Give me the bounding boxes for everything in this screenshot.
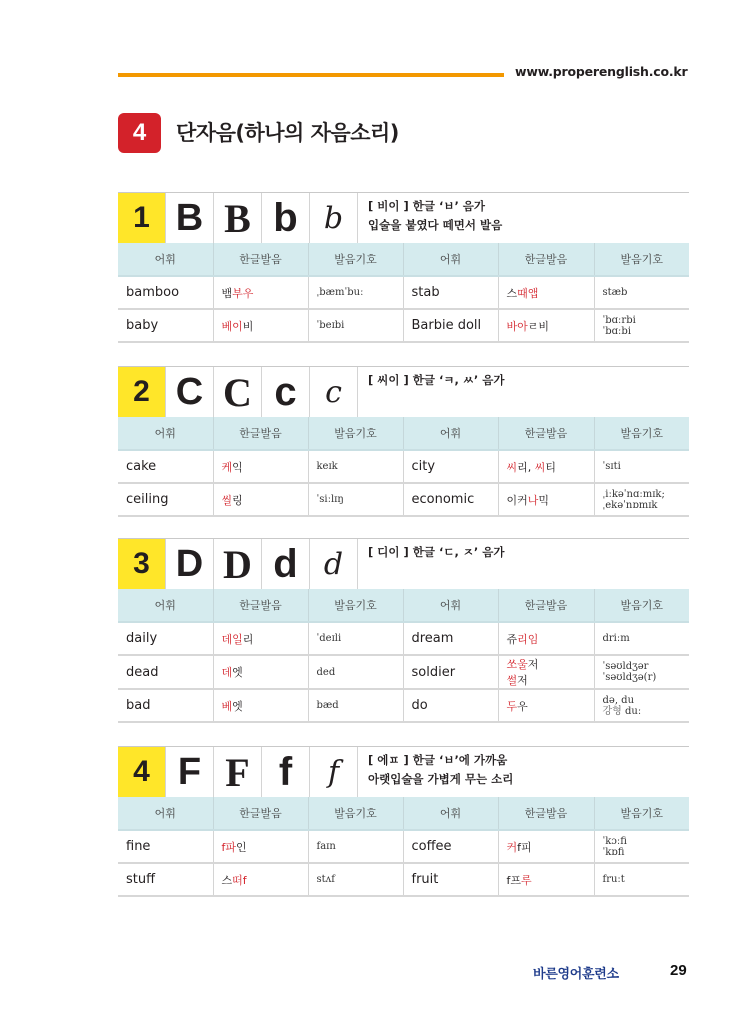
ipa-line: 강형 duː bbox=[602, 705, 642, 717]
table-row bbox=[118, 483, 689, 516]
letter-serif-upper: B bbox=[213, 193, 261, 243]
column-header: 발음기호 bbox=[308, 589, 403, 622]
vocab-table bbox=[118, 417, 689, 517]
column-header: 발음기호 bbox=[308, 797, 403, 830]
letter-script-lower: f bbox=[309, 747, 357, 797]
column-header: 어휘 bbox=[403, 589, 498, 622]
description-line: [ 디이 ] 한글 ‘ㄷ, ㅈ’ 음가 bbox=[368, 545, 505, 559]
ipa-line: bæd bbox=[316, 700, 339, 711]
korean-syllable: 엣 bbox=[232, 666, 243, 679]
korean-pronunciation bbox=[498, 276, 594, 309]
letter-sans-upper: C bbox=[165, 367, 213, 417]
column-header: 발음기호 bbox=[594, 589, 689, 622]
korean-syllable: 바아 bbox=[506, 319, 528, 333]
letter-description bbox=[357, 539, 689, 589]
description-line: [ 비이 ] 한글 ‘ㅂ’ 음가 bbox=[368, 199, 486, 213]
korean-syllable: 부우 bbox=[232, 286, 254, 300]
vocab-word: dream bbox=[403, 622, 498, 655]
letter-serif-upper: C bbox=[213, 367, 261, 417]
vocab-word: do bbox=[403, 689, 498, 722]
korean-syllable: 씨 bbox=[534, 460, 546, 474]
table-row bbox=[118, 830, 689, 863]
phonetic-symbol bbox=[594, 622, 689, 655]
korean-syllable: 리, bbox=[517, 460, 535, 474]
letter-script-lower: b bbox=[309, 193, 357, 243]
korean-pronunciation bbox=[498, 622, 594, 655]
ipa-line: ˌbæmˈbuː bbox=[316, 287, 364, 298]
vocab-word: cake bbox=[118, 450, 213, 483]
vocab-word: stab bbox=[403, 276, 498, 309]
korean-syllable: f피 bbox=[517, 840, 532, 854]
phonetic-symbol bbox=[308, 276, 403, 309]
block-number: 3 bbox=[118, 539, 165, 589]
korean-syllable: 이커 bbox=[506, 493, 528, 507]
phonetic-symbol bbox=[308, 483, 403, 516]
korean-syllable: 때앱 bbox=[517, 286, 539, 300]
column-header: 한글발음 bbox=[213, 417, 308, 450]
letter-block-d bbox=[118, 538, 689, 723]
korean-syllable: 베이 bbox=[221, 319, 243, 333]
column-header: 한글발음 bbox=[498, 243, 594, 276]
description-line: [ 에ㅍ ] 한글 ‘ㅂ’에 가까움 bbox=[368, 753, 508, 767]
table-header-row bbox=[118, 243, 689, 276]
column-header: 한글발음 bbox=[498, 797, 594, 830]
korean-pronunciation bbox=[213, 483, 308, 516]
vocab-word: fruit bbox=[403, 863, 498, 896]
korean-syllable: 엣 bbox=[232, 699, 243, 713]
ipa-line: də, du bbox=[602, 694, 635, 706]
korean-syllable: 스 bbox=[506, 286, 518, 300]
block-number: 2 bbox=[118, 367, 165, 417]
korean-syllable: 나 bbox=[527, 493, 539, 507]
ipa-line: ˌekəˈnɒmɪk bbox=[602, 499, 658, 511]
section-number-badge: 4 bbox=[118, 113, 161, 153]
letter-header-row bbox=[118, 746, 689, 797]
korean-pronunciation bbox=[213, 863, 308, 896]
korean-pronunciation bbox=[498, 483, 594, 516]
phonetic-symbol bbox=[308, 450, 403, 483]
korean-syllable: 씨 bbox=[506, 460, 518, 474]
letter-description bbox=[357, 747, 689, 797]
korean-syllable: 인 bbox=[236, 840, 247, 854]
table-header-row bbox=[118, 797, 689, 830]
korean-pronunciation bbox=[213, 830, 308, 863]
header-rule bbox=[118, 73, 504, 77]
letter-header-row bbox=[118, 366, 689, 417]
vocab-word: coffee bbox=[403, 830, 498, 863]
letter-description bbox=[357, 367, 689, 417]
phonetic-symbol bbox=[594, 309, 689, 342]
ipa-line: ˈsiːlɪŋ bbox=[316, 494, 344, 505]
phonetic-symbol bbox=[594, 863, 689, 896]
ipa-line: driːm bbox=[602, 633, 630, 644]
vocab-word: baby bbox=[118, 309, 213, 342]
letter-sans-lower: c bbox=[261, 367, 309, 417]
table-row bbox=[118, 309, 689, 342]
ipa-line: ˈkɒfi bbox=[602, 846, 625, 858]
korean-syllable: 두 bbox=[506, 699, 518, 713]
letter-header-row bbox=[118, 538, 689, 589]
phonetic-symbol bbox=[308, 622, 403, 655]
phonetic-symbol bbox=[594, 830, 689, 863]
letter-sans-lower: d bbox=[261, 539, 309, 589]
letter-sans-upper: D bbox=[165, 539, 213, 589]
korean-syllable: 루 bbox=[521, 873, 532, 887]
vocab-word: daily bbox=[118, 622, 213, 655]
korean-syllable: 리임 bbox=[517, 632, 539, 646]
korean-pronunciation bbox=[498, 655, 594, 689]
korean-pronunciation bbox=[498, 830, 594, 863]
ipa-line: fruːt bbox=[602, 874, 625, 885]
column-header: 한글발음 bbox=[213, 243, 308, 276]
ipa-line: ˈsəʊldʒər bbox=[602, 661, 649, 672]
section-title: 단자음(하나의 자음소리) bbox=[176, 121, 399, 145]
ipa-line: ˈsɪti bbox=[602, 461, 621, 472]
vocab-word: dead bbox=[118, 655, 213, 689]
letter-script-lower: d bbox=[309, 539, 357, 589]
column-header: 발음기호 bbox=[594, 417, 689, 450]
vocab-word: bad bbox=[118, 689, 213, 722]
korean-pronunciation bbox=[498, 689, 594, 722]
column-header: 한글발음 bbox=[498, 589, 594, 622]
ipa-line: stʌf bbox=[316, 874, 336, 885]
column-header: 어휘 bbox=[403, 417, 498, 450]
korean-syllable: 데 bbox=[221, 666, 233, 679]
column-header: 발음기호 bbox=[594, 243, 689, 276]
page-number: 29 bbox=[670, 962, 687, 979]
letter-block-b bbox=[118, 192, 689, 343]
letter-script-lower: c bbox=[309, 367, 357, 417]
letter-description bbox=[357, 193, 689, 243]
korean-syllable: 쏘울 bbox=[506, 658, 528, 671]
vocab-word: economic bbox=[403, 483, 498, 516]
letter-header-row bbox=[118, 192, 689, 243]
letter-block-c bbox=[118, 366, 689, 517]
korean-syllable: 씰 bbox=[221, 493, 233, 507]
table-row bbox=[118, 450, 689, 483]
phonetic-symbol bbox=[308, 863, 403, 896]
ipa-line: ˌiːkəˈnɑːmɪk; bbox=[602, 488, 665, 500]
korean-syllable: f파 bbox=[221, 840, 236, 854]
korean-syllable: 쥬 bbox=[506, 632, 518, 646]
column-header: 어휘 bbox=[118, 589, 213, 622]
korean-syllable: 믹 bbox=[538, 493, 550, 507]
vocab-word: Barbie doll bbox=[403, 309, 498, 342]
table-row bbox=[118, 689, 689, 722]
column-header: 발음기호 bbox=[308, 417, 403, 450]
korean-syllable: 우 bbox=[517, 699, 528, 713]
letter-serif-upper: F bbox=[213, 747, 261, 797]
korean-syllable: 케 bbox=[221, 460, 233, 474]
table-header-row bbox=[118, 589, 689, 622]
table-row bbox=[118, 863, 689, 896]
column-header: 어휘 bbox=[403, 243, 498, 276]
column-header: 한글발음 bbox=[498, 417, 594, 450]
vocab-word: soldier bbox=[403, 655, 498, 689]
korean-syllable: 뱀 bbox=[221, 286, 233, 300]
vocab-word: city bbox=[403, 450, 498, 483]
korean-syllable: 익 bbox=[232, 460, 243, 474]
description-line: [ 씨이 ] 한글 ‘ㅋ, ㅆ’ 음가 bbox=[368, 373, 505, 387]
korean-pronunciation bbox=[213, 309, 308, 342]
ipa-line: ˈkɔːfi bbox=[602, 835, 627, 847]
korean-syllable: 커 bbox=[506, 840, 518, 854]
column-header: 한글발음 bbox=[213, 589, 308, 622]
column-header: 발음기호 bbox=[308, 243, 403, 276]
vocab-table bbox=[118, 589, 689, 723]
block-number: 4 bbox=[118, 747, 165, 797]
korean-syllable: f프 bbox=[506, 873, 521, 887]
korean-syllable: 리 bbox=[242, 632, 254, 646]
vocab-word: stuff bbox=[118, 863, 213, 896]
ipa-line: stæb bbox=[602, 287, 628, 298]
column-header: 어휘 bbox=[118, 797, 213, 830]
phonetic-symbol bbox=[308, 309, 403, 342]
vocab-table bbox=[118, 243, 689, 343]
letter-serif-upper: D bbox=[213, 539, 261, 589]
korean-pronunciation bbox=[213, 276, 308, 309]
korean-pronunciation bbox=[213, 655, 308, 689]
ipa-line: ˈbɑːrbi bbox=[602, 314, 636, 326]
korean-syllable: 베 bbox=[221, 699, 233, 713]
ipa-line: ded bbox=[316, 666, 336, 678]
column-header: 어휘 bbox=[403, 797, 498, 830]
korean-syllable: 스 bbox=[221, 873, 233, 887]
korean-syllable: 썰 bbox=[506, 674, 518, 687]
korean-pronunciation bbox=[498, 309, 594, 342]
phonetic-symbol bbox=[594, 483, 689, 516]
korean-syllable: ㄹ비 bbox=[527, 319, 550, 333]
column-header: 어휘 bbox=[118, 417, 213, 450]
phonetic-symbol bbox=[594, 689, 689, 722]
column-header: 어휘 bbox=[118, 243, 213, 276]
ipa-line: ˈdeɪli bbox=[316, 633, 342, 644]
ipa-line: faɪn bbox=[316, 841, 336, 852]
letter-sans-upper: F bbox=[165, 747, 213, 797]
table-header-row bbox=[118, 417, 689, 450]
column-header: 한글발음 bbox=[213, 797, 308, 830]
korean-syllable: 티 bbox=[545, 460, 557, 474]
table-row bbox=[118, 276, 689, 309]
letter-sans-lower: f bbox=[261, 747, 309, 797]
phonetic-symbol bbox=[594, 276, 689, 309]
column-header: 발음기호 bbox=[594, 797, 689, 830]
table-row bbox=[118, 655, 689, 689]
letter-sans-lower: b bbox=[261, 193, 309, 243]
phonetic-symbol bbox=[308, 655, 403, 689]
phonetic-symbol bbox=[594, 655, 689, 689]
description-line: 아랫입술을 가볍게 무는 소리 bbox=[368, 772, 514, 786]
vocab-table bbox=[118, 797, 689, 897]
vocab-word: fine bbox=[118, 830, 213, 863]
korean-pronunciation bbox=[213, 450, 308, 483]
korean-pronunciation bbox=[498, 450, 594, 483]
korean-pronunciation bbox=[213, 622, 308, 655]
description-line: 입술을 붙였다 떼면서 발음 bbox=[368, 218, 503, 232]
ipa-line: keɪk bbox=[316, 461, 338, 472]
footer-brand: 바른영어훈련소 bbox=[533, 967, 619, 982]
ipa-line: ˈbɑːbi bbox=[602, 325, 632, 337]
site-url: www.properenglish.co.kr bbox=[515, 64, 688, 79]
phonetic-symbol bbox=[308, 830, 403, 863]
block-number: 1 bbox=[118, 193, 165, 243]
phonetic-symbol bbox=[594, 450, 689, 483]
table-row bbox=[118, 622, 689, 655]
korean-pronunciation bbox=[498, 863, 594, 896]
ipa-line: ˈbeɪbi bbox=[316, 320, 345, 331]
korean-syllable: 링 bbox=[232, 493, 243, 507]
phonetic-symbol bbox=[308, 689, 403, 722]
korean-syllable: 떠f bbox=[232, 873, 247, 887]
korean-syllable: 비 bbox=[242, 319, 254, 333]
ipa-line: ˈsəʊldʒə(r) bbox=[602, 672, 657, 683]
letter-block-f bbox=[118, 746, 689, 897]
korean-syllable: 저 bbox=[527, 658, 539, 671]
korean-syllable: 저 bbox=[517, 674, 528, 687]
vocab-word: ceiling bbox=[118, 483, 213, 516]
korean-pronunciation bbox=[213, 689, 308, 722]
letter-sans-upper: B bbox=[165, 193, 213, 243]
vocab-word: bamboo bbox=[118, 276, 213, 309]
korean-syllable: 데일 bbox=[221, 632, 243, 646]
